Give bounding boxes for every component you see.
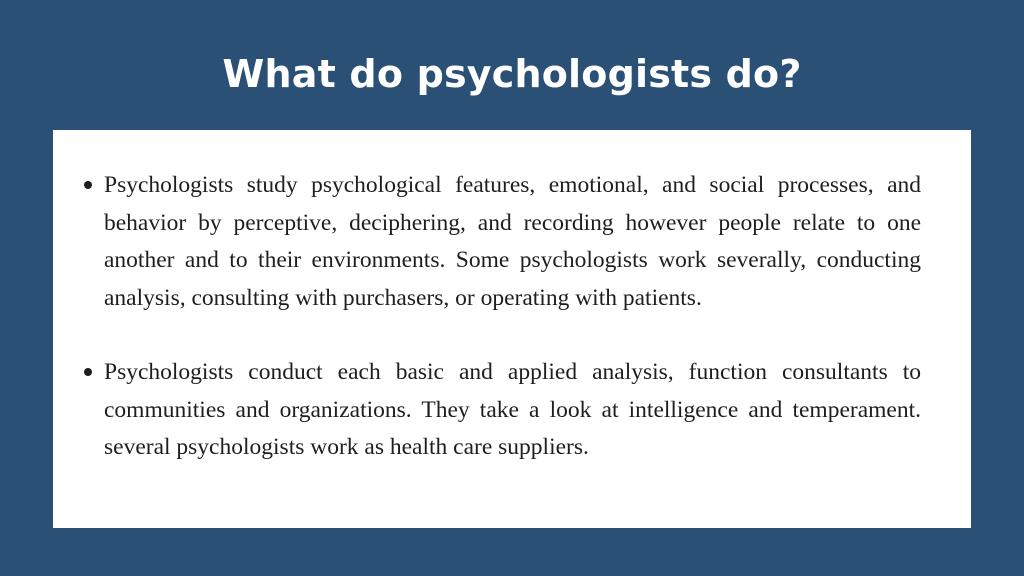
bullet-text: Psychologists conduct each basic and applied analysis, function consultants to communities and organizations. They take a look at intelligence and temperament. several psychologists work as health care suppliers. [104, 359, 921, 460]
bullet-item [83, 167, 921, 317]
content-card [53, 130, 971, 528]
slide-title: What do psychologists do? [222, 52, 802, 96]
bullet-dot-icon [84, 181, 92, 189]
bullet-item [83, 354, 921, 467]
bullet-list [83, 167, 921, 467]
bullet-dot-icon [84, 368, 92, 376]
bullet-text: Psychologists study psychological features, emotional, and social processes, and behavior by perceptive, deciphering, and recording however people relate to one another and to their environments. Some psychologists work severally, conducting analysis, consulting with purchasers, or operating with patients. [104, 172, 921, 311]
